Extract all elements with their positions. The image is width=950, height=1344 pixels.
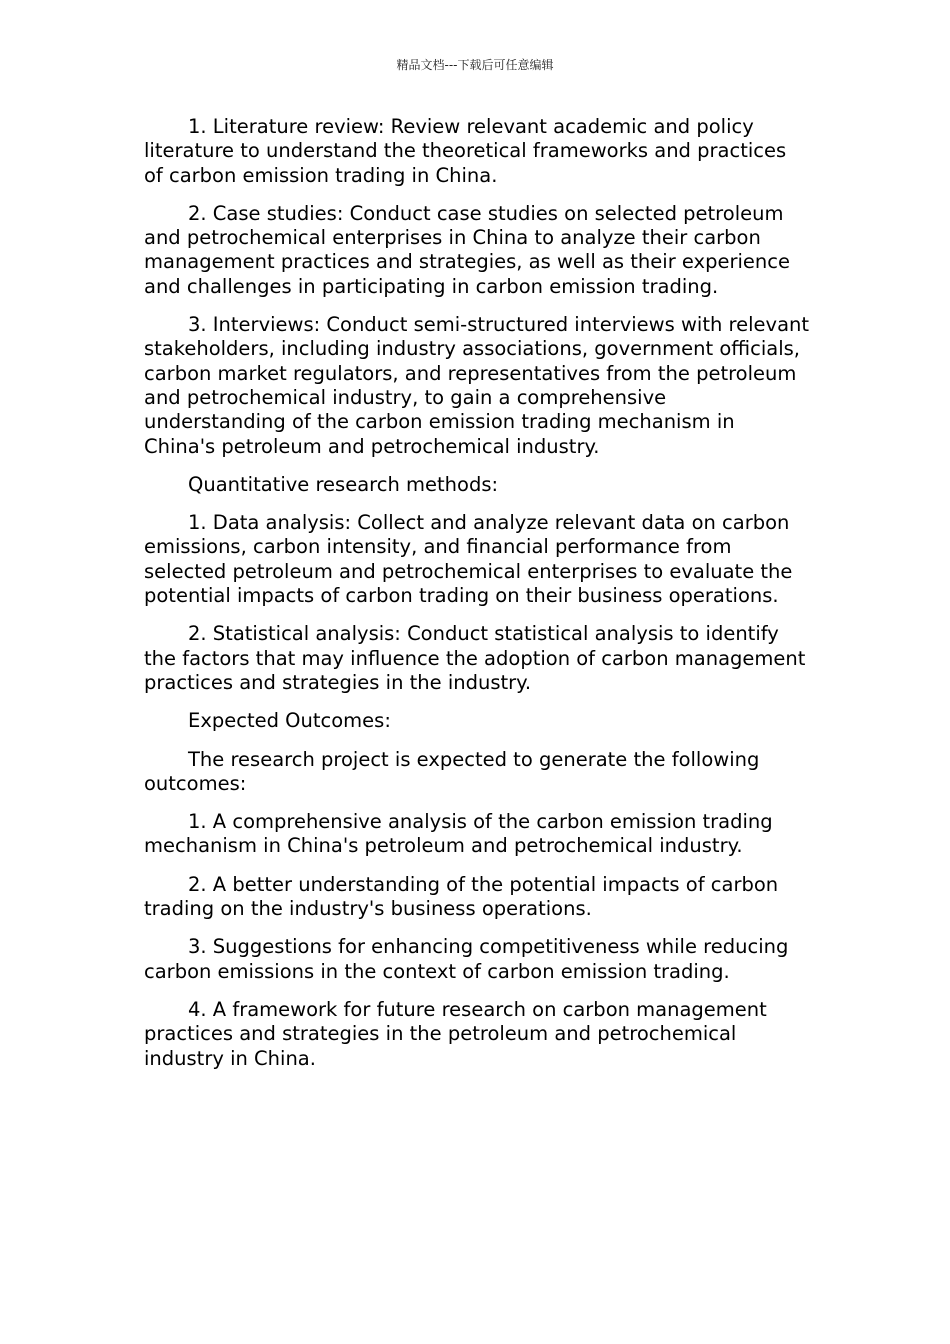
paragraph-data-analysis: 1. Data analysis: Collect and analyze relevant data on carbon emissions, carbon intensity, and financial performance from selected petroleum and petrochemical enterprises to evaluate the potential impacts of carbon trading on their business operations.	[144, 511, 793, 608]
document-body	[144, 115, 810, 1085]
paragraph-statistical-analysis: 2. Statistical analysis: Conduct statistical analysis to identify the factors that may influence the adoption of carbon management practices and strategies in the industry.	[144, 622, 806, 694]
heading-expected-outcomes: Expected Outcomes:	[188, 709, 391, 733]
page-header: 精品文档---下载后可任意编辑	[396, 58, 554, 72]
paragraph-outcomes-intro: The research project is expected to generate the following outcomes:	[144, 747, 760, 795]
paragraph-outcome-4: 4. A framework for future research on carbon management practices and strategies in the petroleum and petrochemical industry in China.	[144, 997, 767, 1070]
paragraph-literature-review: 1. Literature review: Review relevant academic and policy literature to understand the theoretical frameworks and practices of carbon emission trading in China.	[144, 115, 787, 187]
paragraph-outcome-1: 1. A comprehensive analysis of the carbon emission trading mechanism in China's petroleum and petrochemical industry.	[144, 810, 773, 858]
paragraph-interviews: 3. Interviews: Conduct semi-structured interviews with relevant stakeholders, including industry associations, government officials, carbon market regulators, and representatives from the petroleum and petrochemical industry, to gain a comprehensive understanding of the carbon emission trading mechanism in China's petroleum and petrochemical industry.	[144, 313, 810, 458]
paragraph-outcome-2: 2. A better understanding of the potential impacts of carbon trading on the industry's business operations.	[144, 872, 779, 921]
heading-quantitative-methods: Quantitative research methods:	[188, 472, 499, 496]
paragraph-case-studies: 2. Case studies: Conduct case studies on selected petroleum and petrochemical enterprises in China to analyze their carbon management practices and strategies, as well as their experience and challenges in participating in carbon emission trading.	[144, 201, 790, 298]
paragraph-outcome-3: 3. Suggestions for enhancing competitiveness while reducing carbon emissions in the context of carbon emission trading.	[144, 935, 789, 983]
